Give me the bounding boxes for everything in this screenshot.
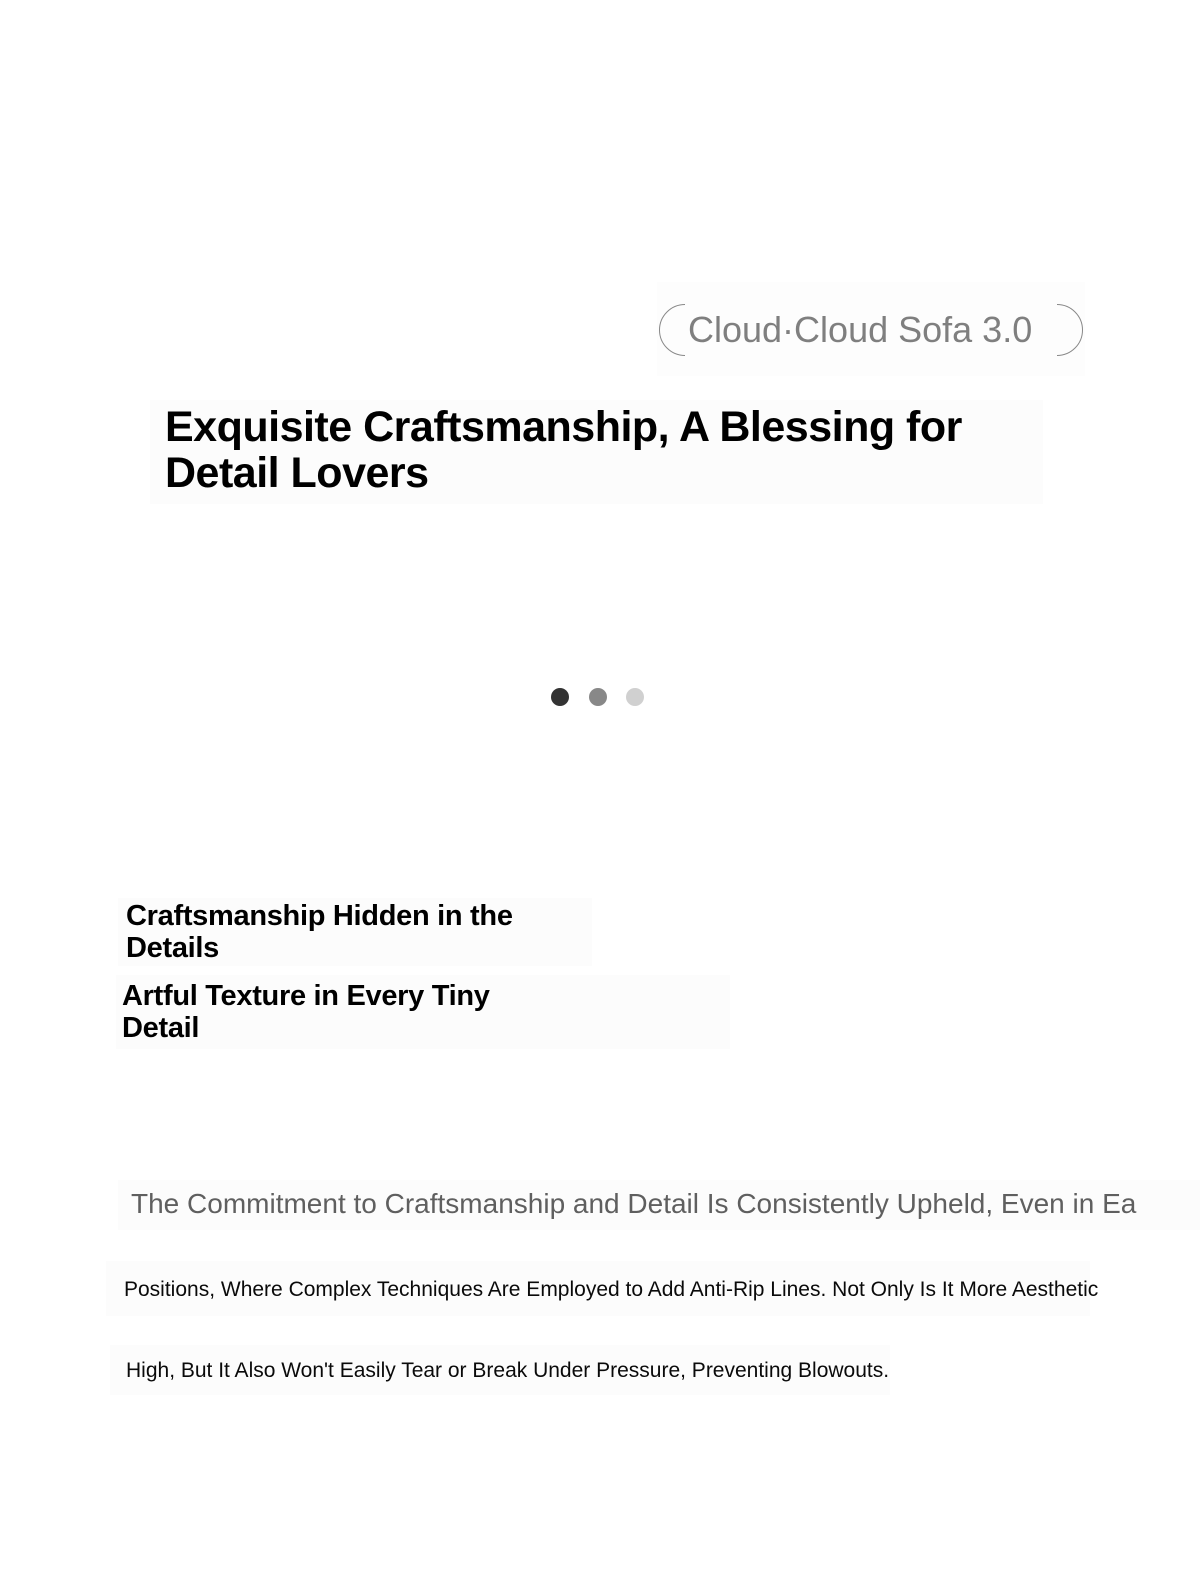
section-heading-2: Artful Texture in Every Tiny Detail [122,980,490,1044]
hero-title: Exquisite Craftsmanship, A Blessing for Detail Lovers [165,403,962,497]
carousel-dot-3[interactable] [626,688,644,706]
paragraph-line-2: Positions, Where Complex Techniques Are Employed to Add Anti-Rip Lines. Not Only Is It More Aesthetic [124,1278,1099,1301]
carousel-dot-2[interactable] [589,688,607,706]
product-name: Cloud·Cloud Sofa 3.0 [688,309,1033,350]
paragraph-lead: The Commitment to Craftsmanship and Detail Is Consistently Upheld, Even in Ea [131,1188,1137,1219]
paragraph-line-3: High, But It Also Won't Easily Tear or Break Under Pressure, Preventing Blowouts. [126,1359,890,1382]
section-heading-1: Craftsmanship Hidden in the Details [126,900,513,964]
carousel-dot-1[interactable] [551,688,569,706]
